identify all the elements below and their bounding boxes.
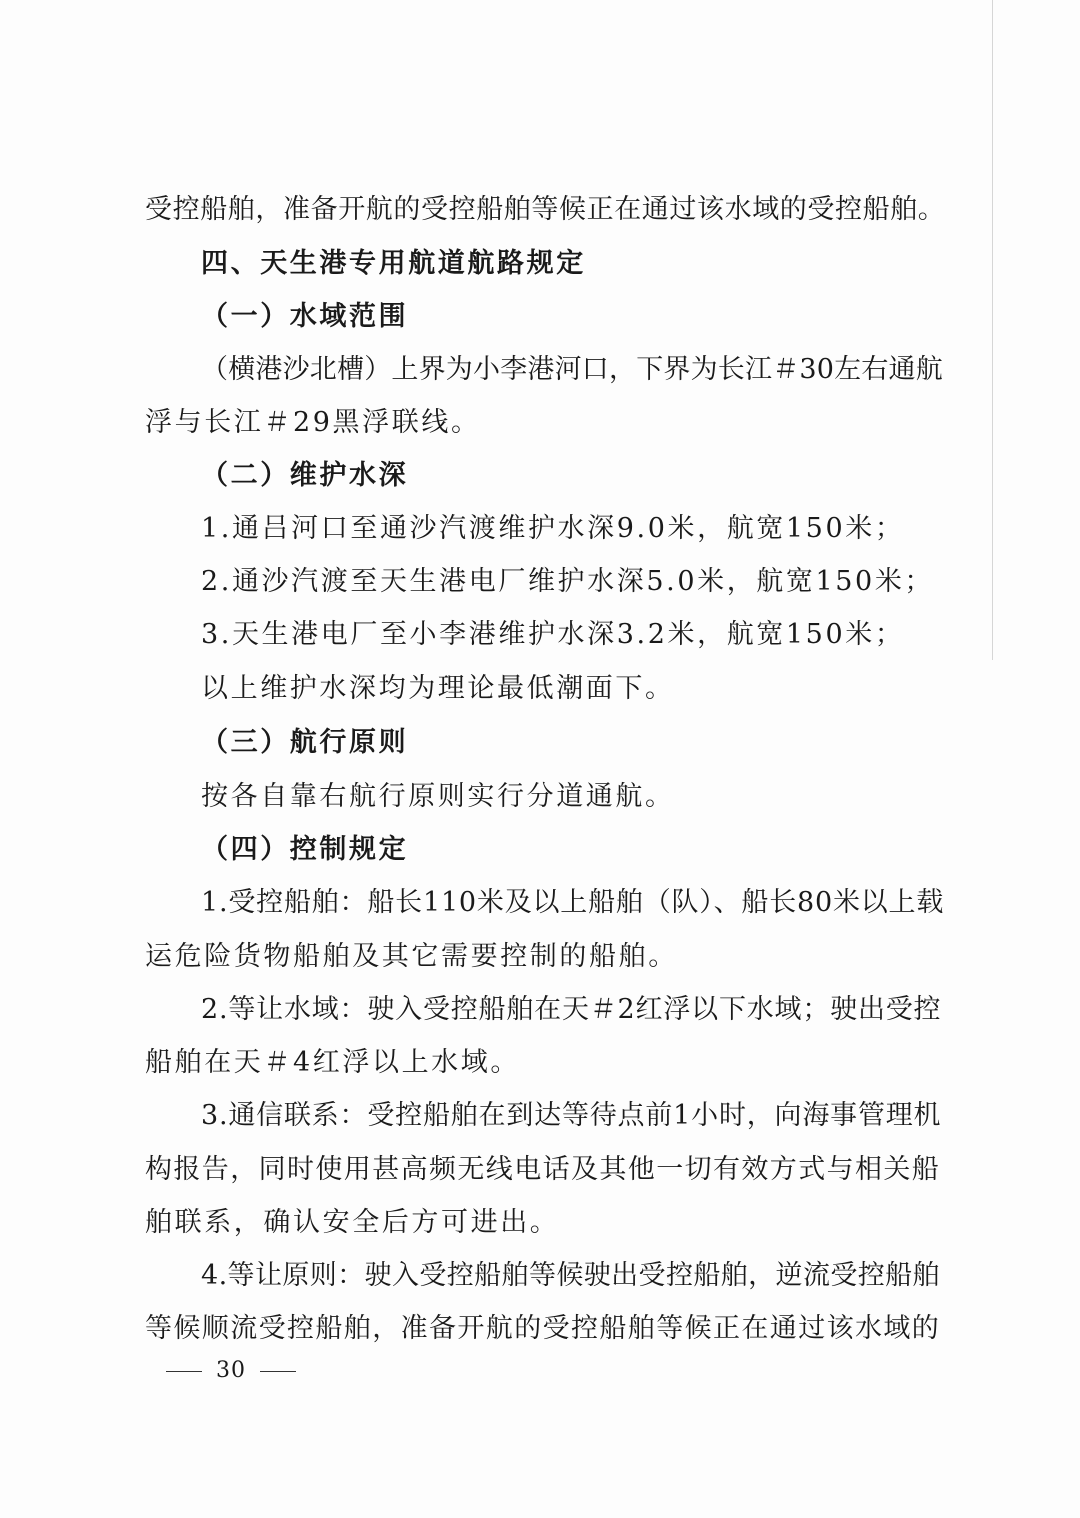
depth-item-3: 3.天生港电厂至小李港维护水深3.2米，航宽150米； — [201, 619, 905, 650]
control-item-4a: 4.等让原则：驶入受控船舶等候驶出受控船舶，逆流受控船舶 — [201, 1260, 940, 1291]
depth-item-1: 1.通吕河口至通沙汽渡维护水深9.0米，航宽150米； — [201, 513, 905, 544]
control-item-1b: 运危险货物船舶及其它需要控制的船舶。 — [145, 941, 678, 972]
subheading-depth: （二）维护水深 — [201, 460, 409, 491]
water-area-text-1: （横港沙北槽）上界为小李港河口，下界为长江＃30左右通航 — [201, 354, 943, 385]
depth-note: 以上维护水深均为理论最低潮面下。 — [201, 673, 675, 704]
subheading-water-area: （一）水域范围 — [201, 301, 409, 332]
control-item-3c: 舶联系，确认安全后方可进出。 — [145, 1207, 560, 1238]
footer-dash-left — [166, 1371, 202, 1372]
control-item-3a: 3.通信联系：受控船舶在到达等待点前1小时，向海事管理机 — [201, 1100, 942, 1131]
section-heading: 四、天生港专用航道航路规定 — [201, 248, 586, 279]
page-footer — [152, 1356, 310, 1386]
navigation-text: 按各自靠右航行原则实行分道通航。 — [201, 781, 675, 812]
control-item-3b: 构报告，同时使用甚高频无线电话及其他一切有效方式与相关船 — [145, 1154, 941, 1185]
depth-item-2: 2.通沙汽渡至天生港电厂维护水深5.0米，航宽150米； — [201, 566, 935, 597]
control-item-4b: 等候顺流受控船舶，准备开航的受控船舶等候正在通过该水域的 — [145, 1313, 941, 1344]
scan-edge-divider — [992, 0, 993, 660]
control-item-2a: 2.等让水域：驶入受控船舶在天＃2红浮以下水域；驶出受控 — [201, 994, 942, 1025]
water-area-text-2: 浮与长江＃29黑浮联线。 — [145, 407, 481, 438]
control-item-1a: 1.受控船舶：船长110米及以上船舶（队）、船长80米以上载 — [201, 887, 945, 918]
subheading-navigation: （三）航行原则 — [201, 727, 409, 758]
control-item-2b: 船舶在天＃4红浮以上水域。 — [145, 1047, 520, 1078]
footer-dash-right — [260, 1371, 296, 1372]
page-number: 30 — [216, 1358, 246, 1383]
paragraph-continuation: 受控船舶，准备开航的受控船舶等候正在通过该水域的受控船舶。 — [145, 194, 946, 225]
subheading-control: （四）控制规定 — [201, 834, 409, 865]
